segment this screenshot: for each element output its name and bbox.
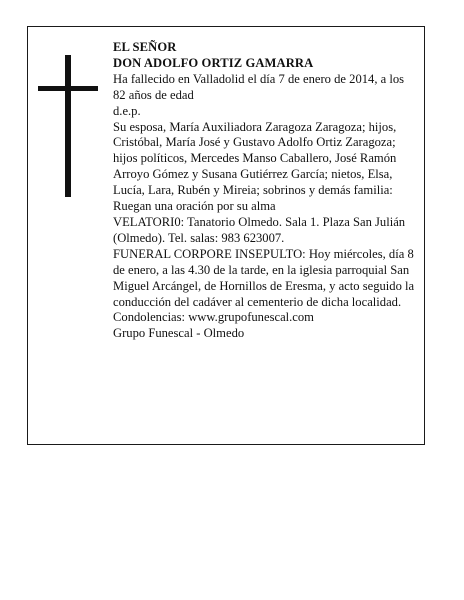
funeral-company: Grupo Funescal - Olmedo [113,326,245,341]
cross-horizontal-bar [38,86,98,91]
deceased-name: DON ADOLFO ORTIZ GAMARRA [113,55,314,70]
cross-vertical-bar [65,55,71,197]
family-paragraph: Su esposa, María Auxiliadora Zaragoza Zaragoza; hijos, Cristóbal, María José y Gustavo Adolfo Ortiz Zaragoza; hijos políticos, Mercedes Manso Caballero, José Ramón Arroyo Gómez y Susana Gutiérrez García; nietos, Elsa, Lucía, Lara, Rubén y Mireia; sobrinos y demás familia: [113,119,397,198]
obituary-text [113,40,419,342]
funeral-information: FUNERAL CORPORE INSEPULTO: Hoy miércoles, día 8 de enero, a las 4.30 de la tarde, en la iglesia parroquial San Miguel Arcángel, de Hornillos de Eresma, y acto seguido la conducción del cadáver al cementerio de dicha localidad. Condolencias: www.grupofunescal.com [113,246,415,325]
prayer-request: Ruegan una oración por su alma [113,199,276,214]
obituary-notice [27,26,425,445]
rip-line: d.e.p. [113,103,141,118]
cross-icon [38,55,98,197]
obituary-heading: EL SEÑOR [113,40,177,54]
wake-information: VELATORI0: Tanatorio Olmedo. Sala 1. Plaza San Julián (Olmedo). Tel. salas: 983 623007. [113,214,406,245]
death-announcement: Ha fallecido en Valladolid el día 7 de enero de 2014, a los 82 años de edad [113,71,405,102]
